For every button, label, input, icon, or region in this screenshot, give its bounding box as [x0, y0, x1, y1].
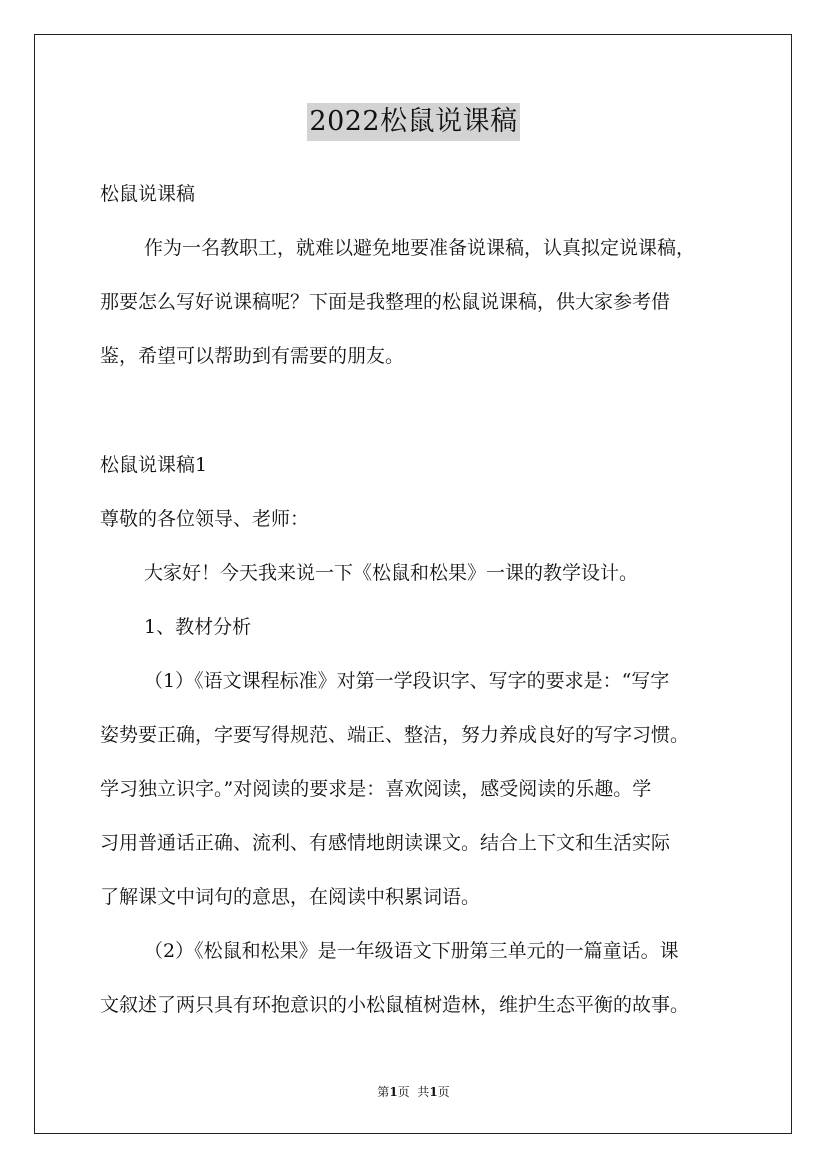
subtitle-line: 松鼠说课稿 [100, 183, 196, 205]
paragraph-line: 了解课文中词句的意思，在阅读中积累词语。 [100, 886, 481, 908]
section-heading: 松鼠说课稿1 [100, 454, 208, 476]
document-title: 2022松鼠说课稿 [307, 103, 519, 141]
footer-page-suffix: 页 [437, 1085, 450, 1099]
paragraph-line: 大家好！今天我来说一下《松鼠和松果》一课的教学设计。 [144, 562, 639, 584]
footer-page-number: 1 [389, 1085, 398, 1099]
paragraph-line: 文叙述了两只具有环抱意识的小松鼠植树造林，维护生态平衡的故事。 [100, 994, 690, 1016]
footer-page-prefix: 第 [377, 1085, 390, 1099]
title-container [0, 103, 827, 141]
paragraph-line: 学习独立识字。”对阅读的要求是：喜欢阅读，感受阅读的乐趣。学 [100, 778, 652, 800]
footer-page-mid: 页 共 [397, 1085, 430, 1099]
subsection-heading: 1、教材分析 [144, 616, 252, 638]
paragraph-line: 作为一名教职工，就难以避免地要准备说课稿，认真拟定说课稿， [144, 237, 696, 259]
paragraph-line: （1）《语文课程标准》对第一学段识字、写字的要求是：“写字 [144, 670, 670, 692]
paragraph-line: 姿势要正确，字要写得规范、端正、整洁，努力养成良好的写字习惯。 [100, 724, 690, 746]
page-footer [0, 1084, 827, 1100]
paragraph-line: 习用普通话正确、流利、有感情地朗读课文。结合上下文和生活实际 [100, 832, 671, 854]
paragraph-line: 鉴，希望可以帮助到有需要的朋友。 [100, 345, 405, 367]
salutation-line: 尊敬的各位领导、老师： [100, 508, 310, 530]
footer-page-total: 1 [429, 1085, 438, 1099]
paragraph-line: （2）《松鼠和松果》是一年级语文下册第三单元的一篇童话。课 [144, 940, 679, 962]
paragraph-line: 那要怎么写好说课稿呢？下面是我整理的松鼠说课稿，供大家参考借 [100, 291, 671, 313]
